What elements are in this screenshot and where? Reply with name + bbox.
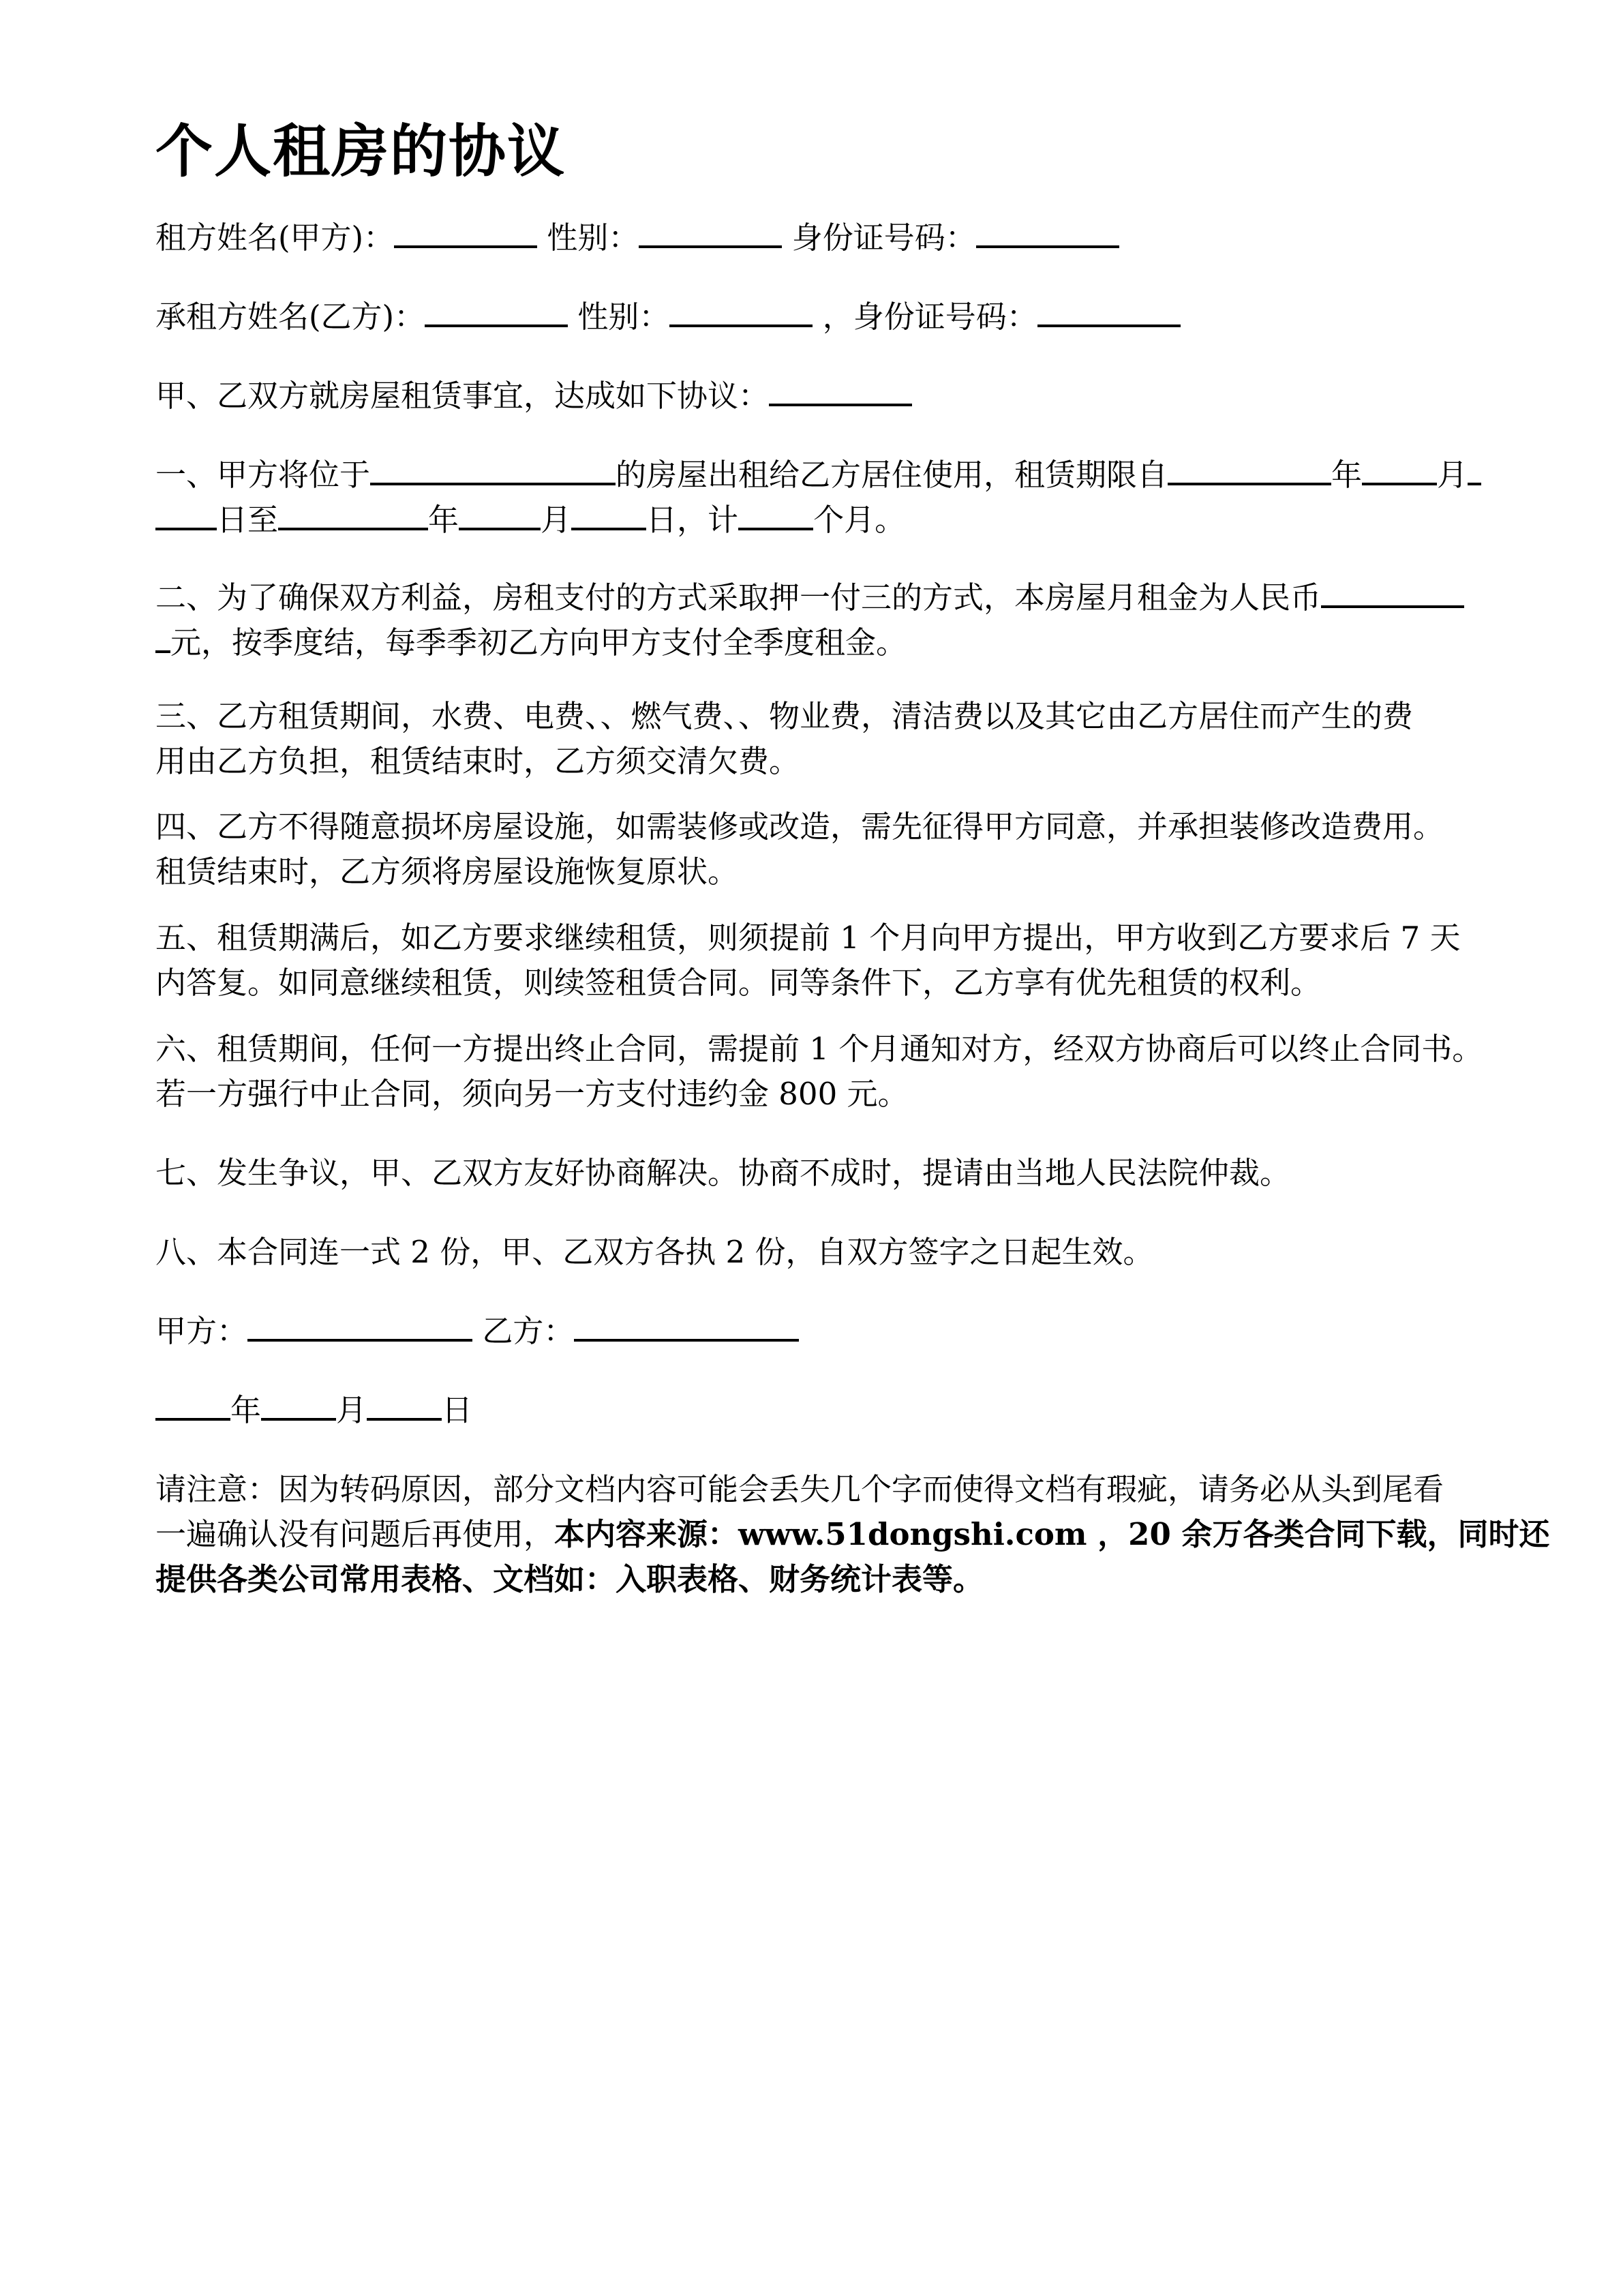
party-b-sign-label: 乙方：: [472, 1313, 575, 1349]
clause-6: [155, 1027, 1539, 1117]
clause-4-text-a: 四、乙方不得随意损坏房屋设施，如需装修或改造，需先征得甲方同意，并承担装修改造费用。: [155, 809, 1444, 845]
clause-1-months-label: 个月。: [813, 502, 906, 538]
clause-2-text-b: 元，按季度结，每季季初乙方向甲方支付全季度租金。: [170, 624, 907, 661]
lessee-gender-label: 性别：: [568, 299, 670, 335]
clause-2-text-a: 二、为了确保双方利益，房租支付的方式采取押一付三的方式，本房屋月租金为人民币: [155, 579, 1322, 616]
total-months-blank[interactable]: [738, 500, 813, 530]
lessor-name-label: 租方姓名(甲方)：: [155, 220, 395, 256]
clause-2: [155, 575, 1539, 665]
start-day-blank-a[interactable]: [1468, 455, 1481, 485]
clause-3: [155, 694, 1539, 784]
clause-5: [155, 916, 1539, 1006]
lessee-name-label: 承租方姓名(乙方)：: [155, 299, 425, 335]
clause-1-text-a: 一、甲方将位于: [155, 457, 371, 493]
lessor-id-label: 身份证号码：: [782, 220, 976, 256]
clause-1-text-b: 的房屋出租给乙方居住使用，租赁期限自: [616, 457, 1168, 493]
lessee-id-label: ，身份证号码：: [813, 299, 1037, 335]
monthly-rent-blank-a[interactable]: [1321, 578, 1464, 608]
document-title: 个人租房的协议: [155, 118, 566, 185]
end-year-blank[interactable]: [278, 500, 428, 530]
source-note: [155, 1467, 1550, 1602]
end-month-blank[interactable]: [459, 500, 541, 530]
lessee-name-blank[interactable]: [425, 297, 568, 327]
agreement-intro-text: 甲、乙双方就房屋租赁事宜，达成如下协议：: [155, 378, 770, 414]
clause-5-text-a: 五、租赁期满后，如乙方要求继续租赁，则须提前 1 个月向甲方提出，甲方收到乙方要求后 7 天: [155, 920, 1461, 956]
house-location-blank[interactable]: [370, 455, 616, 485]
start-day-blank-b[interactable]: [155, 500, 217, 530]
clause-3-text-a: 三、乙方租赁期间，水费、电费、、燃气费、、物业费，清洁费以及其它由乙方居住而产生的费: [155, 698, 1414, 734]
start-month-blank[interactable]: [1362, 455, 1437, 485]
clause-7: 七、发生争议，甲、乙双方友好协商解决。协商不成时，提请由当地人民法院仲裁。: [155, 1155, 1291, 1191]
lessor-info-line: [155, 215, 1539, 260]
signature-line: [155, 1309, 1539, 1354]
clause-1-end-year-label: 年: [428, 502, 459, 538]
source-note-line-2b: 本内容来源：www.51dongshi.com ，20 余万各类合同下载，同时还: [554, 1516, 1550, 1552]
clause-6-text-a: 六、租赁期间，任何一方提出终止合同，需提前 1 个月通知对方，经双方协商后可以终止合同书。: [155, 1031, 1483, 1067]
lessor-name-blank[interactable]: [394, 218, 537, 248]
lessee-info-line: [155, 294, 1539, 339]
sign-month-label: 月: [336, 1392, 367, 1428]
source-note-line-1: 请注意：因为转码原因，部分文档内容可能会丢失几个字而使得文档有瑕疵，请务必从头到尾看: [155, 1471, 1444, 1507]
clause-1-end-month-label: 月: [541, 502, 572, 538]
clause-1-day-to-label: 日至: [217, 502, 279, 538]
agreement-intro-blank[interactable]: [769, 376, 912, 406]
sign-day-label: 日: [442, 1392, 473, 1428]
clause-5-text-b: 内答复。如同意继续租赁，则续签租赁合同。同等条件下，乙方享有优先租赁的权利。: [155, 965, 1322, 1001]
sign-year-label: 年: [230, 1392, 262, 1428]
end-day-blank[interactable]: [571, 500, 646, 530]
agreement-intro: [155, 374, 1539, 419]
clause-3-text-b: 用由乙方负担，租赁结束时，乙方须交清欠费。: [155, 743, 800, 779]
party-a-sign-blank[interactable]: [247, 1312, 472, 1342]
lessor-gender-label: 性别：: [537, 220, 639, 256]
sign-month-blank[interactable]: [261, 1391, 336, 1421]
party-a-sign-label: 甲方：: [155, 1313, 248, 1349]
source-note-line-2a: 一遍确认没有问题后再使用，: [155, 1516, 555, 1552]
clause-6-text-b: 若一方强行中止合同，须向另一方支付违约金 800 元。: [155, 1076, 909, 1112]
lessor-id-blank[interactable]: [976, 218, 1119, 248]
lessor-gender-blank[interactable]: [639, 218, 782, 248]
date-line: [155, 1388, 1539, 1433]
source-note-line-3: 提供各类公司常用表格、文档如：入职表格、财务统计表等。: [155, 1561, 984, 1597]
monthly-rent-blank-b[interactable]: [155, 623, 170, 653]
lessee-gender-blank[interactable]: [669, 297, 813, 327]
sign-year-blank[interactable]: [155, 1391, 230, 1421]
clause-1-total-label: 日，计: [646, 502, 739, 538]
sign-day-blank[interactable]: [367, 1391, 442, 1421]
clause-1-month-label: 月: [1437, 457, 1468, 493]
clause-4: [155, 804, 1539, 894]
clause-1-year-label: 年: [1331, 457, 1363, 493]
clause-1: [155, 453, 1539, 543]
clause-8: 八、本合同连一式 2 份，甲、乙双方各执 2 份，自双方签字之日起生效。: [155, 1234, 1154, 1270]
start-year-blank[interactable]: [1168, 455, 1331, 485]
clause-4-text-b: 租赁结束时，乙方须将房屋设施恢复原状。: [155, 854, 739, 890]
party-b-sign-blank[interactable]: [574, 1312, 799, 1342]
lessee-id-blank[interactable]: [1037, 297, 1181, 327]
